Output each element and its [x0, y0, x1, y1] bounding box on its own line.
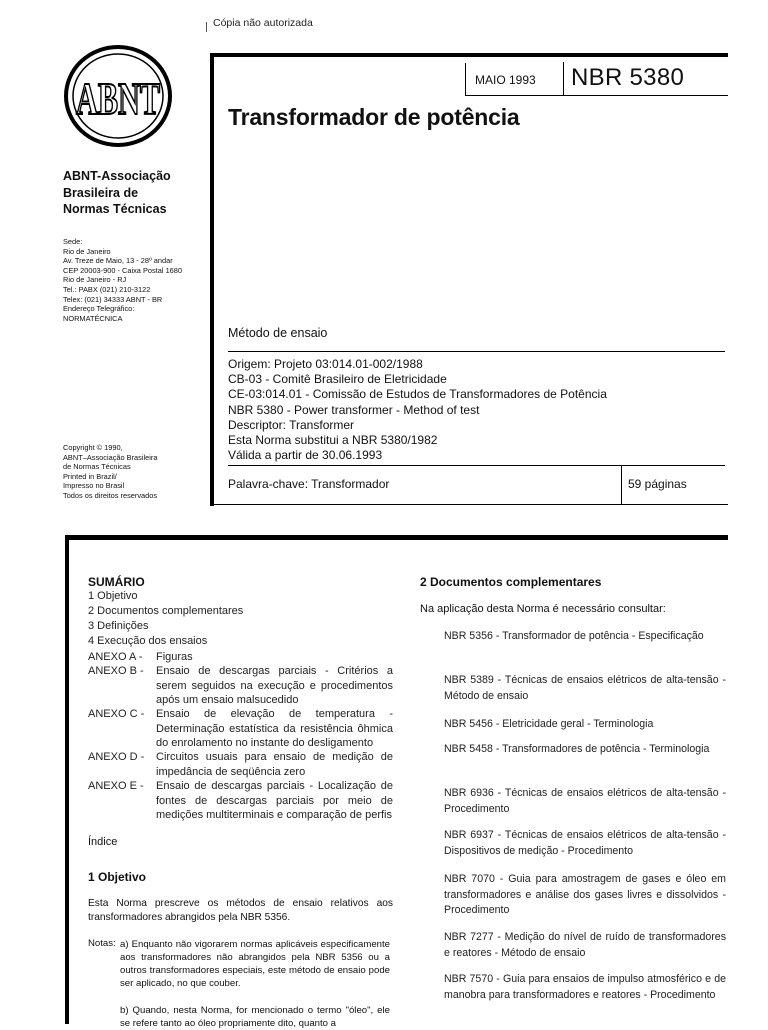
pages-divider	[621, 466, 622, 504]
code-underline	[465, 95, 728, 96]
organization-address	[63, 237, 203, 323]
documents-intro: Na aplicação desta Norma é necessário consultar:	[420, 603, 666, 615]
address-line: Rio de Janeiro - RJ	[63, 275, 127, 285]
reference-document: NBR 5458 - Transformadores de potência - Terminologia	[444, 743, 710, 755]
page-count: 59 páginas	[628, 477, 687, 491]
copyright-line: Todos os direitos reservados	[63, 490, 158, 500]
notes-label: Notas:	[88, 938, 116, 949]
summary-heading: SUMÁRIO	[88, 575, 145, 589]
toc-item: 2 Documentos complementares	[88, 605, 244, 617]
annex-text: Ensaio de descargas parciais - Localização de fontes de descargas parciais por meio de medições multiterminais e comparação de perfis	[156, 780, 393, 821]
reference-document: NBR 5356 - Transformador de potência - Especificação	[444, 630, 704, 642]
code-divider	[563, 62, 564, 96]
note-b: b) Quando, nesta Norma, for mencionado o termo "óleo", ele se refere tanto ao óleo propriamente dito, quanto a	[120, 1005, 390, 1029]
annex-label: ANEXO D -	[88, 751, 145, 763]
note-a: a) Enquanto não vigorarem normas aplicáveis especificamente aos transformadores não abrangidos pela NBR 5356 ou a outros transformadores especiais, este método de ensaio pode ser aplicado, no que couber.	[120, 939, 390, 989]
origin-line: Esta Norma substitui a NBR 5380/1982	[228, 433, 438, 448]
objective-text: Esta Norma prescreve os métodos de ensaio relativos aos transformadores abrangidos pela NBR 5356.	[88, 898, 393, 923]
origin-line: CE-03:014.01 - Comissão de Estudos de Transformadores de Potência	[228, 387, 607, 402]
toc-index: Índice	[88, 836, 118, 848]
keyword: Palavra-chave: Transformador	[228, 477, 390, 491]
annex-text: Ensaio de elevação de temperatura - Determinação estatística da resistência ôhmica do enrolamento no instante do desligamento	[156, 708, 393, 749]
reference-document: NBR 7570 - Guia para ensaios de impulso atmosférico e de manobra para transformadores e reatores - Procedimento	[444, 973, 726, 1001]
section-heading-objective: 1 Objetivo	[88, 870, 147, 884]
annex-label: ANEXO E -	[88, 780, 144, 792]
address-line: Rio de Janeiro	[63, 246, 111, 256]
address-line: Endereço Telegráfico:	[63, 304, 135, 314]
logo-text: ABNT	[76, 73, 160, 124]
origin-line: Válida a partir de 30.06.1993	[228, 448, 383, 463]
address-line: Tel.: PABX (021) 210-3122	[63, 284, 151, 294]
address-line: Telex: (021) 34333 ABNT - BR	[63, 294, 163, 304]
standard-title: Transformador de potência	[228, 104, 520, 130]
page-frame-top-rule	[65, 535, 728, 540]
reference-document: NBR 7277 - Medição do nível de ruído de transformadores e reatores - Método de ensaio	[444, 931, 726, 959]
origin-info	[228, 357, 725, 463]
copyright-line: de Normas Técnicas	[63, 462, 131, 472]
copyright-line: Printed in Brazil/	[63, 471, 117, 481]
address-line: Av. Treze de Maio, 13 - 28º andar	[63, 256, 173, 266]
annex-label: ANEXO A -	[88, 651, 143, 663]
publication-date: MAIO 1993	[475, 73, 536, 87]
annex-entry	[88, 650, 393, 665]
org-name-line: Normas Técnicas	[63, 202, 167, 216]
annex-entry	[88, 664, 393, 708]
reference-document: NBR 6937 - Técnicas de ensaios elétricos de alta-tensão - Dispositivos de medição - Procedimento	[444, 829, 726, 857]
organization-name	[63, 168, 203, 218]
copyright-line: Copyright © 1990,	[63, 443, 123, 452]
reference-document: NBR 7070 - Guia para amostragem de gases e óleo em transformadores e análise dos gases livres e dissolvidos - Procedimento	[444, 873, 726, 916]
divider	[228, 465, 725, 466]
standard-type: Método de ensaio	[228, 326, 328, 340]
copyright-notice	[63, 443, 203, 501]
origin-line: Descriptor: Transformer	[228, 417, 355, 432]
header-tick-mark	[206, 22, 207, 32]
abnt-logo	[63, 44, 173, 148]
annex-entry	[88, 707, 393, 751]
reference-document: NBR 5389 - Técnicas de ensaios elétricos de alta-tensão - Método de ensaio	[444, 674, 726, 702]
org-name-line: ABNT-Associação	[63, 169, 171, 183]
origin-line: NBR 5380 - Power transformer - Method of test	[228, 402, 480, 417]
section-heading-documents: 2 Documentos complementares	[420, 575, 602, 589]
divider	[214, 504, 728, 505]
annex-entry	[88, 750, 393, 779]
annex-label: ANEXO C -	[88, 708, 145, 720]
toc-item: 4 Execução dos ensaios	[88, 635, 208, 647]
reference-document: NBR 5456 - Eletricidade geral - Terminologia	[444, 718, 654, 730]
reference-document: NBR 6936 - Técnicas de ensaios elétricos de alta-tensão - Procedimento	[444, 787, 726, 815]
toc-item: 3 Definições	[88, 620, 149, 632]
copy-notice: Cópia não autorizada	[213, 17, 313, 29]
address-line: NORMATÉCNICA	[63, 313, 123, 323]
page-frame-left-rule	[65, 535, 69, 1024]
org-name-line: Brasileira de	[63, 185, 139, 200]
address-line: CEP 20003-900 - Caixa Postal 1680	[63, 265, 183, 275]
cover-frame-top-rule	[210, 53, 728, 57]
annex-text: Circuitos usuais para ensaio de medição de impedância de seqüência zero	[156, 751, 393, 778]
annex-entry	[88, 779, 393, 823]
address-line: Sede:	[63, 237, 83, 246]
toc-item: 1 Objetivo	[88, 590, 138, 602]
annex-label: ANEXO B -	[88, 665, 144, 677]
annex-text: Ensaio de descargas parciais - Critérios a serem seguidos na execução e procedimentos após um ensaio malsucedido	[156, 665, 393, 706]
origin-line: CB-03 - Comitê Brasileiro de Eletricidade	[228, 372, 447, 387]
origin-line: Origem: Projeto 03:014.01-002/1988	[228, 357, 423, 371]
divider	[228, 351, 725, 352]
standard-code: NBR 5380	[571, 64, 685, 91]
copyright-line: ABNT–Associação Brasileira	[63, 452, 158, 462]
annex-text: Figuras	[156, 651, 193, 663]
copyright-line: Impresso no Brasil	[63, 481, 125, 491]
cover-frame-left-rule	[210, 53, 214, 506]
